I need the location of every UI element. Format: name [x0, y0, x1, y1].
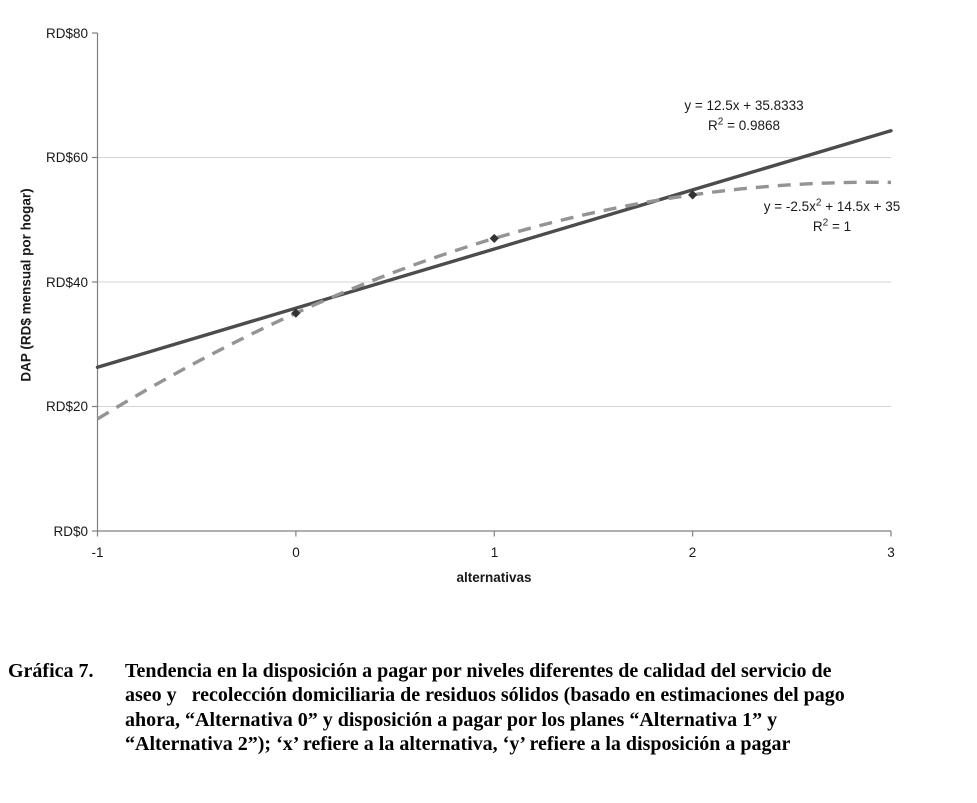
caption-line: aseo y recolección domiciliaria de residuos sólidos (basado en estimaciones del pago: [125, 684, 845, 707]
y-axis-title-text: DAP (RD$ mensual por hogar): [18, 188, 34, 382]
x-tick-label: 1: [490, 545, 499, 560]
x-tick-label: 0: [292, 545, 300, 560]
y-tick-label: RD$40: [45, 274, 88, 290]
y-tick-label: RD$60: [45, 150, 88, 165]
caption-line: Tendencia en la disposición a pagar por niveles diferentes de calidad del servicio de: [125, 660, 832, 682]
data-point-marker: [490, 234, 499, 243]
y-tick-label: RD$20: [45, 399, 88, 414]
linear-r-squared-text: $R^2 = 0.9868$: [708, 116, 780, 133]
poly-equation-text: $y = -2.5x^2 + 14.5x + 35$: [763, 197, 901, 214]
caption-label: Gráfica 7.: [8, 660, 94, 682]
y-tick-label: RD$80: [45, 25, 88, 41]
linear-equation-text: y = 12.5x + 35.8333: [684, 98, 804, 113]
x-tick-label: -1: [91, 545, 104, 560]
caption-line: “Alternativa 2”); ‘x’ refiere a la alternativa, ‘y’ refiere a la disposición a pagar: [125, 733, 791, 756]
x-tick-label: 2: [688, 545, 697, 560]
poly-r-squared-text: $R^2 = 1$: [812, 217, 852, 234]
y-tick-label: RD$0: [53, 523, 88, 539]
caption-line: ahora, “Alternativa 0” y disposición a pagar por los planes “Alternativa 1” y: [125, 708, 778, 731]
linear-trendline: [98, 131, 892, 368]
poly-equation-annotation: [712, 197, 952, 237]
x-tick-label: 3: [887, 545, 895, 560]
linear-equation-annotation: [634, 96, 854, 136]
x-axis-title: alternativas: [456, 570, 532, 585]
